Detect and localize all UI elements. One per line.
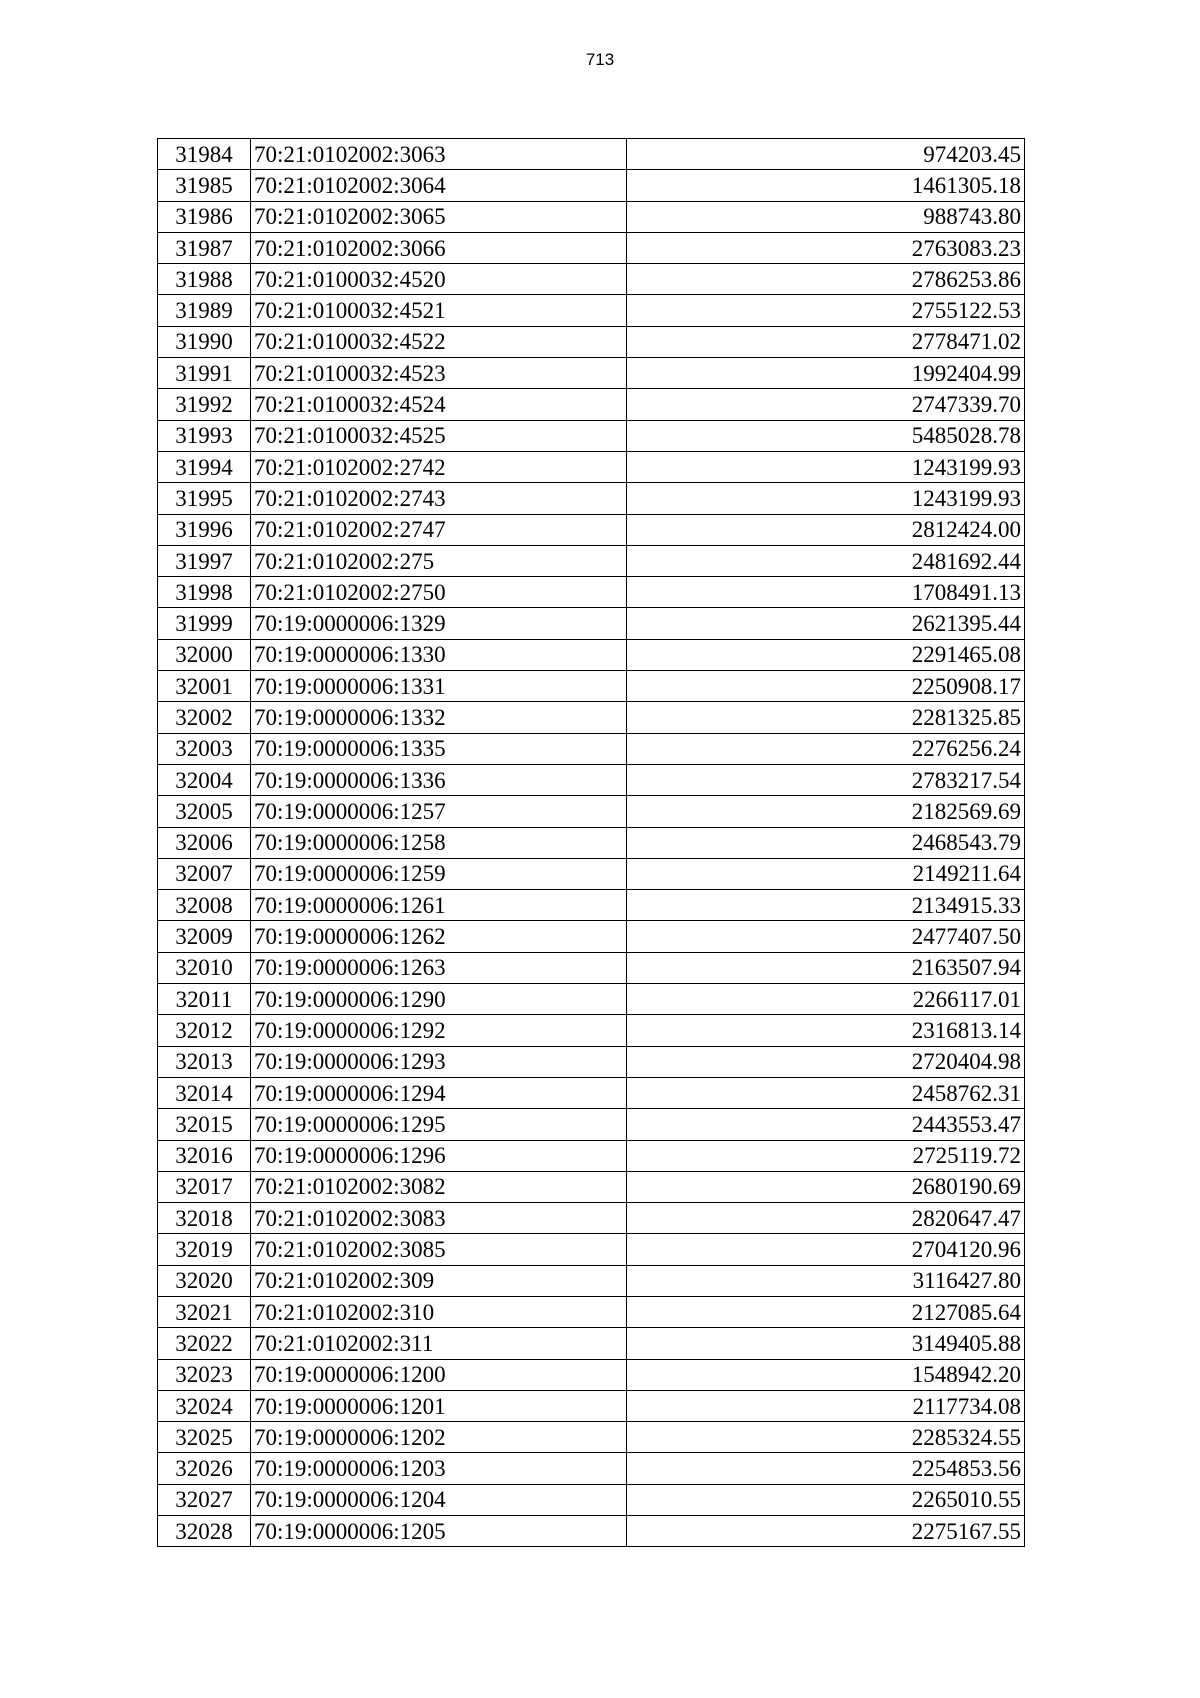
cadastral-value-cell: 3149405.88 [627,1328,1025,1359]
cadastral-value-cell: 2812424.00 [627,514,1025,545]
cadastral-value-cell: 2254853.56 [627,1453,1025,1484]
row-number-cell: 31986 [158,201,251,232]
cadastral-number-cell: 70:19:0000006:1200 [251,1359,627,1390]
cadastral-number-cell: 70:19:0000006:1295 [251,1109,627,1140]
row-number-cell: 32010 [158,952,251,983]
table-row [158,1109,1025,1140]
cadastral-value-cell: 2783217.54 [627,764,1025,795]
cadastral-number-cell: 70:21:0102002:2747 [251,514,627,545]
row-number-cell: 32009 [158,921,251,952]
row-number-cell: 32028 [158,1516,251,1547]
page-number: 713 [585,50,615,69]
row-number-cell: 31992 [158,389,251,420]
row-number-cell: 31990 [158,326,251,357]
row-number-cell: 32019 [158,1234,251,1265]
cadastral-number-cell: 70:21:0100032:4520 [251,264,627,295]
table-row [158,1359,1025,1390]
cadastral-value-cell: 2291465.08 [627,639,1025,670]
table-row [158,1516,1025,1547]
cadastral-number-cell: 70:21:0102002:275 [251,545,627,576]
cadastral-value-cell: 988743.80 [627,201,1025,232]
cadastral-number-cell: 70:19:0000006:1261 [251,890,627,921]
row-number-cell: 32021 [158,1296,251,1327]
row-number-cell: 31985 [158,170,251,201]
table-row [158,451,1025,482]
cadastral-number-cell: 70:21:0102002:310 [251,1296,627,1327]
cadastral-value-cell: 1243199.93 [627,451,1025,482]
cadastral-value-cell: 2285324.55 [627,1422,1025,1453]
cadastral-number-cell: 70:19:0000006:1263 [251,952,627,983]
table-row [158,733,1025,764]
table-row [158,764,1025,795]
row-number-cell: 32015 [158,1109,251,1140]
row-number-cell: 32003 [158,733,251,764]
cadastral-number-cell: 70:19:0000006:1292 [251,1015,627,1046]
row-number-cell: 32014 [158,1077,251,1108]
row-number-cell: 32026 [158,1453,251,1484]
cadastral-number-cell: 70:19:0000006:1336 [251,764,627,795]
cadastral-value-cell: 3116427.80 [627,1265,1025,1296]
table-row [158,952,1025,983]
cadastral-value-cell: 2265010.55 [627,1484,1025,1515]
cadastral-number-cell: 70:19:0000006:1204 [251,1484,627,1515]
cadastral-value-cell: 2621395.44 [627,608,1025,639]
table-row [158,139,1025,170]
cadastral-number-cell: 70:21:0102002:3066 [251,232,627,263]
cadastral-value-cell: 2276256.24 [627,733,1025,764]
cadastral-value-cell: 2266117.01 [627,984,1025,1015]
row-number-cell: 32022 [158,1328,251,1359]
table-row [158,483,1025,514]
cadastral-number-cell: 70:21:0100032:4523 [251,358,627,389]
row-number-cell: 31991 [158,358,251,389]
row-number-cell: 32004 [158,764,251,795]
row-number-cell: 32001 [158,671,251,702]
row-number-cell: 32000 [158,639,251,670]
table-row [158,1422,1025,1453]
cadastral-value-cell: 2763083.23 [627,232,1025,263]
table-row [158,1484,1025,1515]
row-number-cell: 31998 [158,577,251,608]
table-row [158,389,1025,420]
row-number-cell: 32025 [158,1422,251,1453]
cadastral-value-cell: 2127085.64 [627,1296,1025,1327]
row-number-cell: 32017 [158,1171,251,1202]
cadastral-value-cell: 2786253.86 [627,264,1025,295]
cadastral-number-cell: 70:21:0102002:2743 [251,483,627,514]
cadastral-value-cell: 1548942.20 [627,1359,1025,1390]
cadastral-number-cell: 70:19:0000006:1203 [251,1453,627,1484]
cadastral-value-cell: 974203.45 [627,139,1025,170]
table-row [158,1234,1025,1265]
row-number-cell: 32024 [158,1390,251,1421]
cadastral-number-cell: 70:21:0102002:3082 [251,1171,627,1202]
table-row [158,1203,1025,1234]
table-row [158,1046,1025,1077]
cadastral-number-cell: 70:21:0102002:3085 [251,1234,627,1265]
table-row [158,1296,1025,1327]
row-number-cell: 32006 [158,827,251,858]
cadastral-number-cell: 70:19:0000006:1259 [251,858,627,889]
cadastral-value-cell: 2134915.33 [627,890,1025,921]
table-row [158,1171,1025,1202]
cadastral-value-cell: 1243199.93 [627,483,1025,514]
row-number-cell: 32018 [158,1203,251,1234]
row-number-cell: 32012 [158,1015,251,1046]
table-row [158,326,1025,357]
cadastral-number-cell: 70:21:0102002:2750 [251,577,627,608]
table-row [158,921,1025,952]
table-row [158,1390,1025,1421]
table-row [158,890,1025,921]
cadastral-number-cell: 70:19:0000006:1335 [251,733,627,764]
table-row [158,295,1025,326]
table-row [158,639,1025,670]
table-row [158,702,1025,733]
row-number-cell: 31997 [158,545,251,576]
row-number-cell: 31993 [158,420,251,451]
row-number-cell: 32016 [158,1140,251,1171]
cadastral-number-cell: 70:21:0100032:4521 [251,295,627,326]
cadastral-value-cell: 2182569.69 [627,796,1025,827]
table-row [158,1265,1025,1296]
cadastral-number-cell: 70:19:0000006:1293 [251,1046,627,1077]
row-number-cell: 31984 [158,139,251,170]
cadastral-number-cell: 70:21:0102002:3083 [251,1203,627,1234]
table-body [158,139,1025,1547]
table-row [158,671,1025,702]
cadastral-value-cell: 2477407.50 [627,921,1025,952]
row-number-cell: 31994 [158,451,251,482]
cadastral-value-cell: 1461305.18 [627,170,1025,201]
row-number-cell: 32008 [158,890,251,921]
cadastral-number-cell: 70:19:0000006:1329 [251,608,627,639]
row-number-cell: 32023 [158,1359,251,1390]
cadastral-number-cell: 70:19:0000006:1294 [251,1077,627,1108]
table-row [158,827,1025,858]
table-row [158,984,1025,1015]
row-number-cell: 32013 [158,1046,251,1077]
cadastral-value-cell: 2149211.64 [627,858,1025,889]
row-number-cell: 32011 [158,984,251,1015]
cadastral-number-cell: 70:21:0102002:2742 [251,451,627,482]
cadastral-number-cell: 70:19:0000006:1205 [251,1516,627,1547]
cadastral-value-cell: 2275167.55 [627,1516,1025,1547]
row-number-cell: 32027 [158,1484,251,1515]
row-number-cell: 31995 [158,483,251,514]
table-row [158,796,1025,827]
table-row [158,608,1025,639]
row-number-cell: 31996 [158,514,251,545]
table-row [158,545,1025,576]
table-row [158,1015,1025,1046]
cadastral-number-cell: 70:21:0100032:4524 [251,389,627,420]
cadastral-number-cell: 70:19:0000006:1258 [251,827,627,858]
cadastral-value-cell: 2481692.44 [627,545,1025,576]
cadastral-number-cell: 70:21:0102002:3064 [251,170,627,201]
cadastral-number-cell: 70:19:0000006:1257 [251,796,627,827]
cadastral-value-cell: 2316813.14 [627,1015,1025,1046]
table-row [158,232,1025,263]
cadastral-number-cell: 70:19:0000006:1202 [251,1422,627,1453]
cadastral-value-cell: 1708491.13 [627,577,1025,608]
cadastral-value-cell: 2281325.85 [627,702,1025,733]
cadastral-number-cell: 70:19:0000006:1331 [251,671,627,702]
table-row [158,1077,1025,1108]
row-number-cell: 32002 [158,702,251,733]
row-number-cell: 31989 [158,295,251,326]
cadastral-number-cell: 70:21:0102002:3065 [251,201,627,232]
cadastral-value-cell: 2250908.17 [627,671,1025,702]
row-number-cell: 32007 [158,858,251,889]
table-row [158,1453,1025,1484]
cadastral-value-cell: 2820647.47 [627,1203,1025,1234]
cadastral-value-cell: 2443553.47 [627,1109,1025,1140]
cadastral-value-cell: 2163507.94 [627,952,1025,983]
cadastral-number-cell: 70:19:0000006:1330 [251,639,627,670]
cadastral-number-cell: 70:19:0000006:1201 [251,1390,627,1421]
table-row [158,264,1025,295]
cadastral-number-cell: 70:19:0000006:1262 [251,921,627,952]
table-row [158,577,1025,608]
table-row [158,1140,1025,1171]
table-row [158,514,1025,545]
table-row [158,170,1025,201]
cadastral-number-cell: 70:21:0102002:311 [251,1328,627,1359]
cadastral-value-cell: 2778471.02 [627,326,1025,357]
row-number-cell: 31999 [158,608,251,639]
cadastral-number-cell: 70:21:0100032:4522 [251,326,627,357]
cadastral-value-cell: 2747339.70 [627,389,1025,420]
cadastral-value-cell: 2725119.72 [627,1140,1025,1171]
cadastral-value-cell: 2755122.53 [627,295,1025,326]
row-number-cell: 31988 [158,264,251,295]
row-number-cell: 32005 [158,796,251,827]
cadastral-value-cell: 1992404.99 [627,358,1025,389]
cadastral-number-cell: 70:21:0102002:3063 [251,139,627,170]
row-number-cell: 32020 [158,1265,251,1296]
cadastral-value-cell: 2458762.31 [627,1077,1025,1108]
cadastral-value-cell: 2468543.79 [627,827,1025,858]
table-row [158,1328,1025,1359]
table-row [158,420,1025,451]
table-row [158,201,1025,232]
cadastral-value-table [157,138,1025,1547]
cadastral-value-cell: 2680190.69 [627,1171,1025,1202]
cadastral-value-cell: 5485028.78 [627,420,1025,451]
cadastral-number-cell: 70:19:0000006:1296 [251,1140,627,1171]
cadastral-value-cell: 2704120.96 [627,1234,1025,1265]
table-row [158,858,1025,889]
cadastral-number-cell: 70:19:0000006:1332 [251,702,627,733]
cadastral-number-cell: 70:19:0000006:1290 [251,984,627,1015]
cadastral-number-cell: 70:21:0100032:4525 [251,420,627,451]
row-number-cell: 31987 [158,232,251,263]
cadastral-number-cell: 70:21:0102002:309 [251,1265,627,1296]
cadastral-value-cell: 2720404.98 [627,1046,1025,1077]
table-row [158,358,1025,389]
cadastral-value-cell: 2117734.08 [627,1390,1025,1421]
